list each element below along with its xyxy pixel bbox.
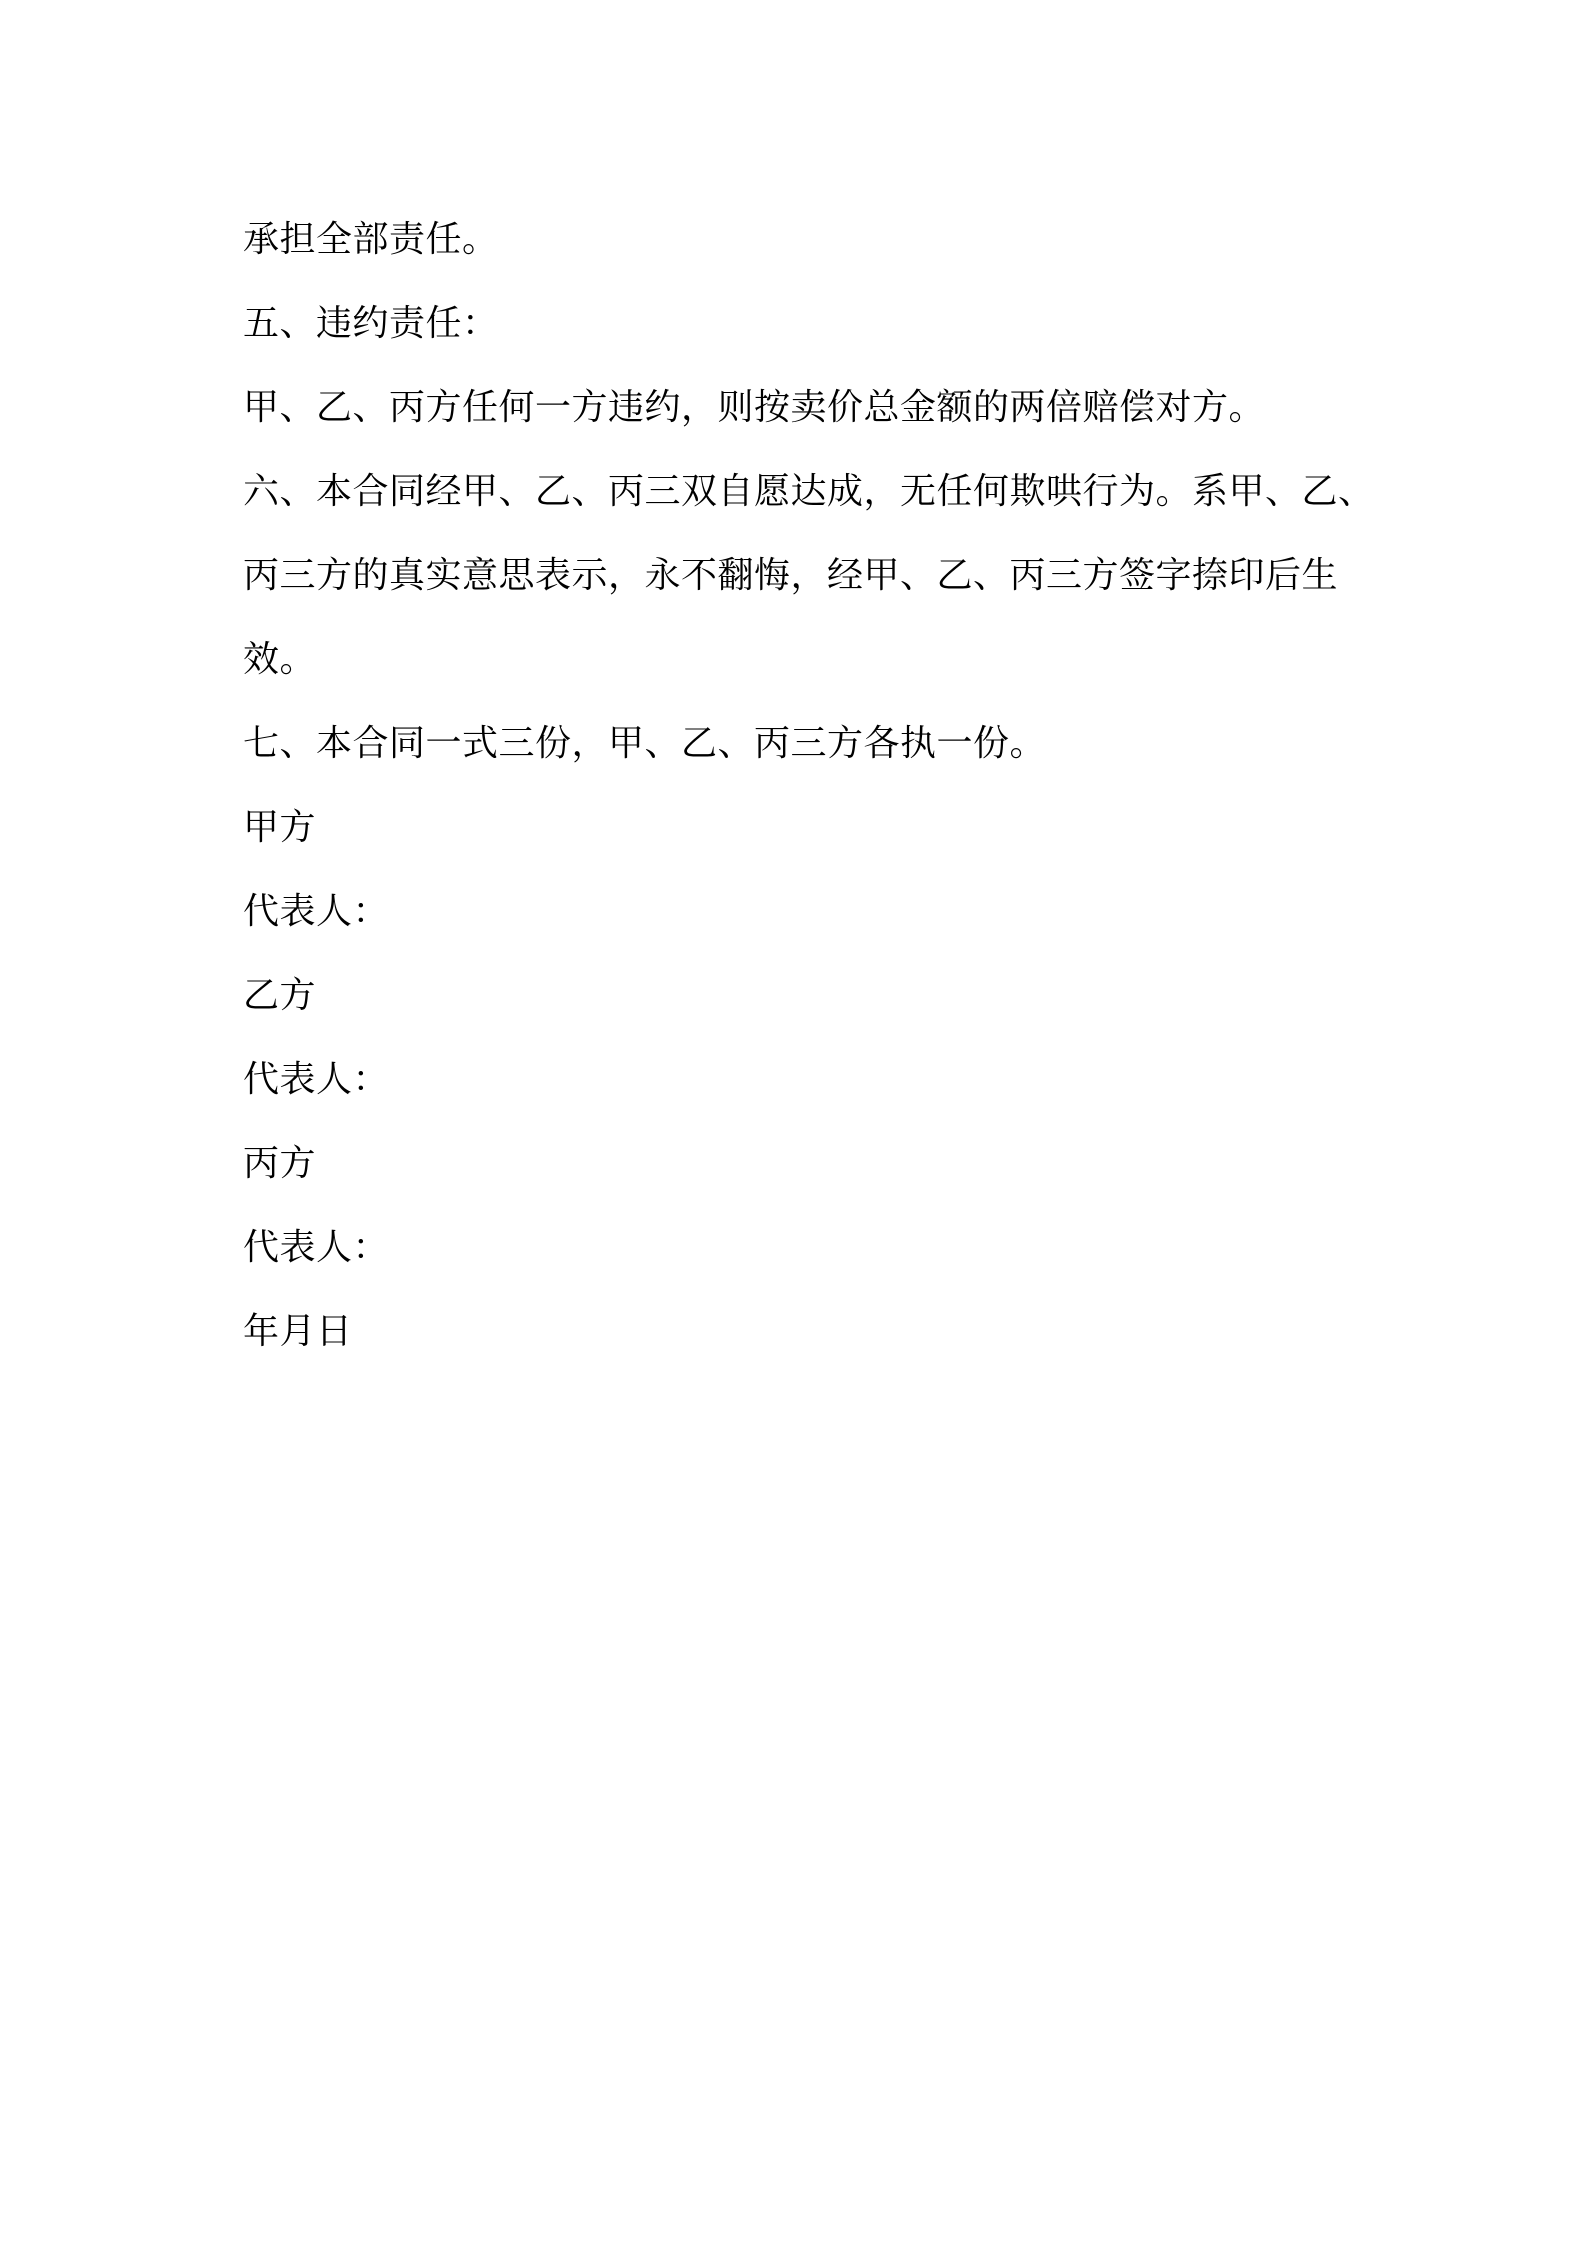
clause-5-heading: 五、违约责任： bbox=[243, 303, 499, 344]
date-label: 年月日 bbox=[243, 1311, 353, 1352]
clause-6-line-3: 效。 bbox=[243, 639, 317, 680]
party-b-representative-label: 代表人： bbox=[243, 1059, 390, 1100]
clause-6-line-1: 六、本合同经甲、乙、丙三双自愿达成，无任何欺哄行为。系甲、乙、 bbox=[243, 471, 1375, 512]
party-c-label: 丙方 bbox=[243, 1143, 317, 1184]
clause-7-text: 七、本合同一式三份，甲、乙、丙三方各执一份。 bbox=[243, 723, 1047, 764]
party-b-label: 乙方 bbox=[243, 975, 317, 1016]
party-a-representative-label: 代表人： bbox=[243, 891, 390, 932]
clause-5-text: 甲、乙、丙方任何一方违约，则按卖价总金额的两倍赔偿对方。 bbox=[243, 387, 1266, 428]
party-c-representative-label: 代表人： bbox=[243, 1227, 390, 1268]
party-a-label: 甲方 bbox=[243, 807, 317, 848]
clause-4-continuation: 承担全部责任。 bbox=[243, 219, 499, 260]
clause-6-line-2: 丙三方的真实意思表示，永不翻悔，经甲、乙、丙三方签字捺印后生 bbox=[243, 555, 1339, 596]
document-body bbox=[243, 198, 1375, 1374]
